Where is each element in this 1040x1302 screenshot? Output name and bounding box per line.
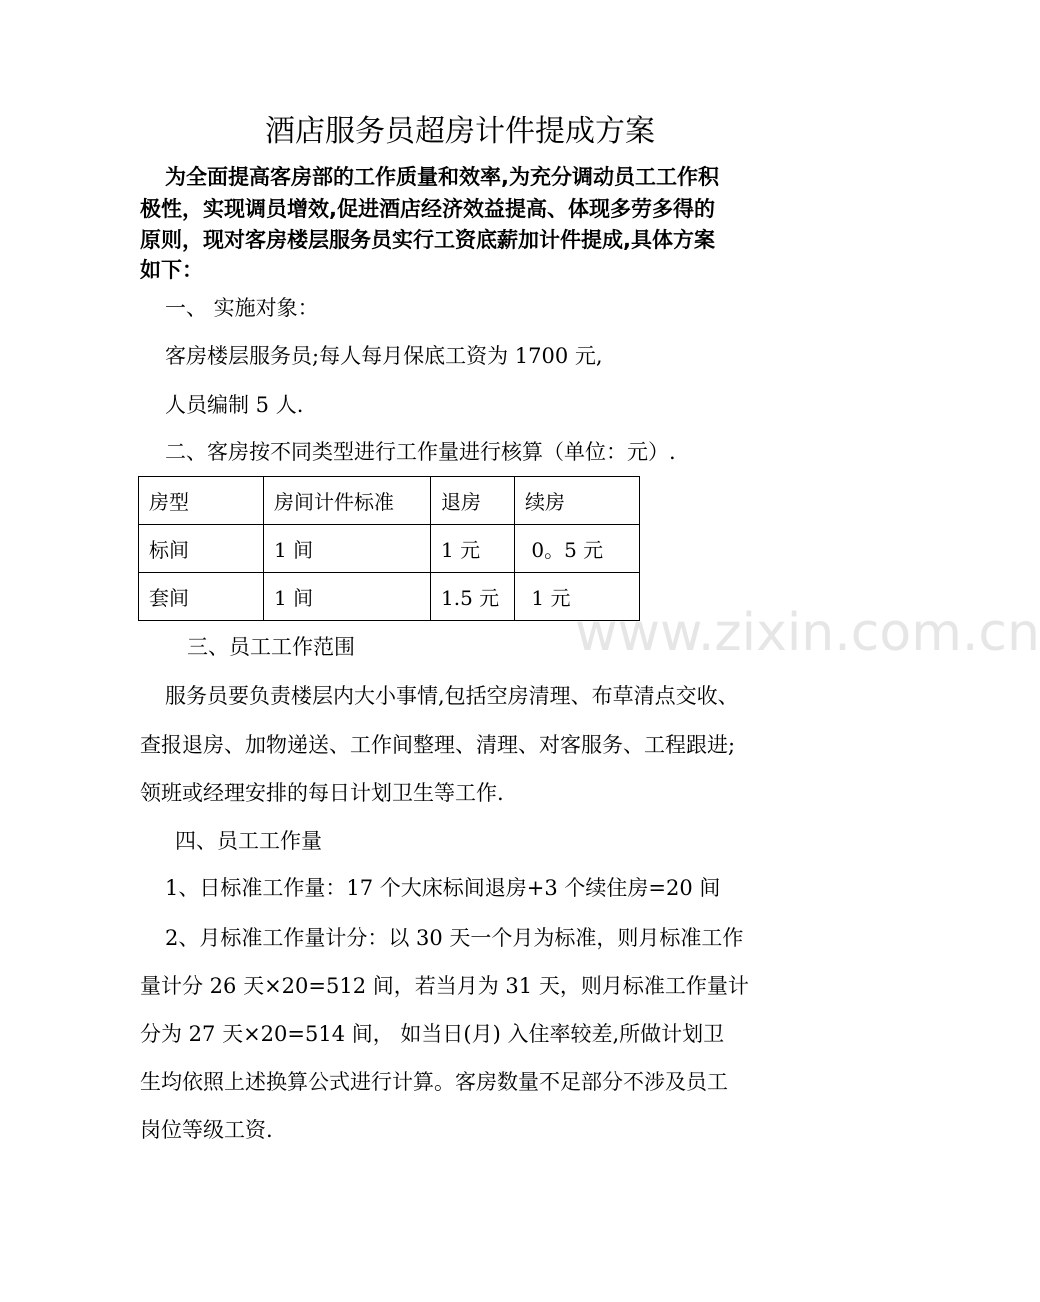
section1-line: 人员编制 5 人. <box>165 393 304 417</box>
table-cell: 套间 <box>139 573 264 621</box>
section4-item: 2、月标准工作量计分：以 30 天一个月为标准，则月标准工作 <box>165 926 744 950</box>
intro-line: 原则，现对客房楼层服务员实行工资底薪加计件提成,具体方案 <box>140 228 715 252</box>
document-title: 酒店服务员超房计件提成方案 <box>265 114 655 149</box>
table-cell: 1 间 <box>264 573 431 621</box>
table-cell: 标间 <box>139 525 264 573</box>
table-cell: 1 元 <box>515 573 640 621</box>
section4-item-line: 岗位等级工资. <box>140 1118 273 1142</box>
table-header-row <box>139 477 640 525</box>
table-header-cell: 房型 <box>139 477 264 525</box>
table-row <box>139 573 640 621</box>
table-header-cell: 续房 <box>515 477 640 525</box>
intro-line: 为全面提高客房部的工作质量和效率,为充分调动员工工作积 <box>165 165 719 189</box>
table-cell: 1 元 <box>431 525 515 573</box>
section4-item-line: 生均依照上述换算公式进行计算。客房数量不足部分不涉及员工 <box>140 1070 728 1094</box>
section4-item-line: 分为 27 天×20=514 间， 如当日(月) 入住率较差,所做计划卫 <box>140 1022 725 1046</box>
intro-line: 如下： <box>140 258 203 282</box>
room-type-table <box>138 476 640 621</box>
section4-item: 1、日标准工作量：17 个大床标间退房+3 个续住房=20 间 <box>165 876 721 900</box>
section4-item-line: 量计分 26 天×20=512 间，若当月为 31 天，则月标准工作量计 <box>140 974 749 998</box>
table-header-cell: 退房 <box>431 477 515 525</box>
section3-line: 领班或经理安排的每日计划卫生等工作. <box>140 781 504 805</box>
section2-heading: 二、客房按不同类型进行工作量进行核算（单位：元）. <box>165 440 676 464</box>
watermark-text: www.zixin.com.cn <box>575 603 1040 663</box>
section3-line: 查报退房、加物递送、工作间整理、清理、对客服务、工程跟进; <box>140 733 736 757</box>
section1-heading: 一、 实施对象： <box>165 296 319 320</box>
table-row <box>139 525 640 573</box>
section3-line: 服务员要负责楼层内大小事情,包括空房清理、布草清点交收、 <box>165 684 739 708</box>
table-cell: 1.5 元 <box>431 573 515 621</box>
table-cell: 0。5 元 <box>515 525 640 573</box>
section4-heading: 四、员工工作量 <box>175 829 322 853</box>
section3-heading: 三、员工工作范围 <box>187 635 355 659</box>
intro-line: 极性，实现调员增效,促进酒店经济效益提高、体现多劳多得的 <box>140 197 715 221</box>
table-header-cell: 房间计件标准 <box>264 477 431 525</box>
section1-line: 客房楼层服务员;每人每月保底工资为 1700 元, <box>165 344 603 368</box>
table-cell: 1 间 <box>264 525 431 573</box>
